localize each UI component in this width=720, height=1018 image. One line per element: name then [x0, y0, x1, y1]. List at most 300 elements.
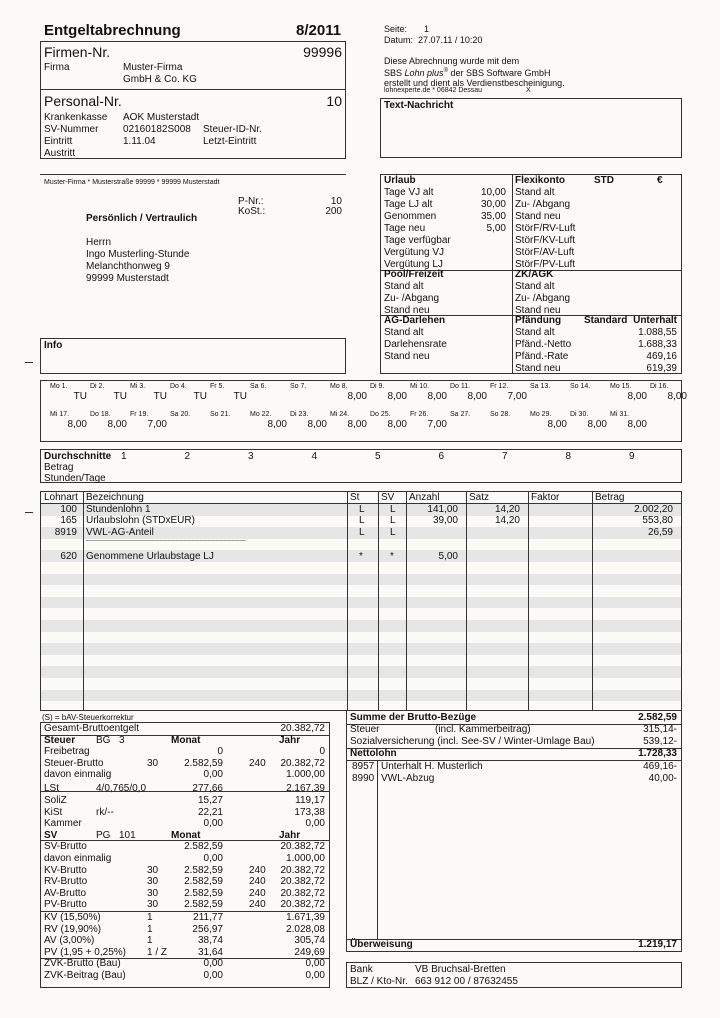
leave-row-label: Tage LJ alt [384, 199, 433, 210]
fold-mark [25, 362, 33, 363]
tax-row-month: 2.582,59 [184, 757, 223, 769]
tax-row-month: 0,00 [203, 769, 223, 781]
calendar-day-label: Do 25. [370, 411, 391, 418]
leave-row-label: Tage VJ alt [384, 187, 434, 198]
garnish-row-label: Pfänd.-Rate [515, 351, 569, 362]
sv-sum-label: Sozialversicherung (incl. See-SV / Winter-Umlage Bau) [350, 736, 595, 747]
calendar-day-label: Mo 15. [610, 383, 632, 390]
sv-row-days: 30 [147, 887, 159, 899]
zk-row-label: Zu- /Abgang [515, 293, 571, 304]
zvk-row-month: 0,00 [203, 958, 223, 970]
calendar-day-hours: 8,00 [347, 391, 367, 402]
flex-std-header: STD [594, 175, 614, 186]
calendar-day [50, 411, 87, 433]
gross-total-label: Gesamt-Bruttoentgelt [44, 723, 140, 734]
calendar-day-label: Di 30. [570, 411, 589, 418]
sv-row-label: KV-Brutto [44, 864, 87, 876]
garnish-row-label: Pfänd.-Netto [515, 339, 572, 350]
pool-row-label: Stand alt [384, 281, 424, 292]
tax-sum-label: Steuer [350, 724, 380, 735]
sv-row-year: 20.382,72 [280, 887, 325, 899]
sv-row-month: 2.582,59 [184, 864, 223, 876]
wage-cell: 14,20 [494, 515, 520, 526]
calendar-day [490, 411, 527, 433]
calendar-day-label: So 28. [490, 411, 511, 418]
firm-personal-box [40, 41, 346, 159]
calendar-day [250, 411, 287, 433]
calendar-day [610, 383, 647, 405]
tax-row-days: 30 [147, 757, 159, 769]
wage-cell: 5,00 [438, 551, 458, 562]
calendar-day [170, 411, 207, 433]
calendar-day [610, 411, 647, 433]
averages-column-header: 7 [502, 451, 508, 462]
sv-row-label: davon einmalig [44, 852, 112, 864]
page-number: 1 [424, 24, 430, 34]
sv-row-days: 1 [147, 923, 153, 935]
sender-line: Muster-Firma * Musterstraße 99999 * 99999 Musterstadt [44, 179, 220, 186]
flex-eur-header: € [657, 175, 663, 186]
sv-row-year: 2.028,08 [286, 923, 325, 935]
sv-row-label: RV-Brutto [44, 876, 88, 888]
firm-name-2: GmbH & Co. KG [123, 74, 197, 85]
info-label: Info [44, 340, 63, 351]
gross-sum-value: 2.582,59 [638, 712, 677, 723]
wage-cell: 620 [60, 551, 77, 562]
deduction-code: 8990 [352, 773, 375, 784]
sv-row-year: 20.382,72 [280, 899, 325, 911]
flex-row-label: Stand alt [515, 187, 555, 198]
pool-row-label: Zu- /Abgang [384, 293, 440, 304]
averages-box [40, 449, 682, 483]
averages-hours-label: Stunden/Tage [44, 473, 106, 484]
garnish-row-value: 1.088,55 [638, 327, 677, 338]
calendar-day-label: Fr 26. [410, 411, 429, 418]
leave-row-value: 30,00 [480, 199, 506, 210]
calendar-day-label: Di 2. [90, 383, 105, 390]
wage-header-anzahl: Anzahl [409, 492, 440, 503]
sv-row-year-days: 240 [249, 864, 266, 876]
flex-row-label: StörF/KV-Luft [515, 235, 576, 246]
averages-column-header: 6 [438, 451, 445, 462]
averages-column-header: 2 [184, 451, 191, 462]
fold-mark-2 [25, 512, 33, 513]
sv-row-year: 20.382,72 [280, 864, 325, 876]
pool-title: Pool/Freizeit [384, 269, 444, 280]
tax-row-month: 22,21 [197, 806, 223, 818]
flex-row-label: StörF/RV-Luft [515, 223, 576, 234]
calendar-day [650, 383, 687, 405]
calendar-day [330, 411, 367, 433]
calendar-day [90, 411, 127, 433]
recipient-address: Herrn Ingo Musterling-Stunde Melanchthonweg 9 99999 Musterstadt [86, 237, 190, 284]
leave-flex-box [380, 174, 682, 374]
averages-label: Durchschnitte [44, 451, 112, 462]
tax-row-days: 4/0,765/0,0 [96, 783, 147, 795]
calendar-day-label: Mi 3. [130, 383, 146, 390]
calendar-day-label: Mi 24. [330, 411, 350, 418]
kk-value: AOK Musterstadt [123, 112, 200, 123]
sv-row-year: 20.382,72 [280, 876, 325, 888]
wage-cell: L [359, 504, 365, 515]
bank-name: VB Bruchsal-Bretten [415, 964, 506, 975]
calendar-day [210, 383, 247, 405]
tax-row-label: Freibetrag [44, 746, 90, 758]
sv-row-label: AV (3,00%) [44, 935, 95, 947]
tax-row-label: SoliZ [44, 794, 67, 806]
calendar-day-hours: 7,00 [427, 419, 447, 430]
address-block [40, 174, 346, 294]
flex-row-label: StörF/PV-Luft [515, 259, 576, 270]
averages-column-header: 3 [248, 451, 254, 462]
calendar-day-label: Fr 19. [130, 411, 149, 418]
tax-row-year: 2.167,39 [286, 783, 325, 795]
calendar-day-label: Do 18. [90, 411, 111, 418]
tax-sv-box [40, 722, 330, 988]
calendar-day [570, 383, 607, 405]
garnish-row-label: Stand neu [515, 363, 561, 374]
zk-row-label: Stand alt [515, 281, 555, 292]
calendar-day [90, 383, 127, 405]
firm-label: Firmen-Nr. [44, 44, 111, 60]
calendar-day-hours: 8,00 [387, 419, 407, 430]
sv-row-month: 2.582,59 [184, 887, 223, 899]
garnish-title: Pfändung [515, 315, 562, 326]
sv-row-label: PV-Brutto [44, 899, 87, 911]
wage-table [40, 491, 682, 711]
calendar-day [530, 411, 567, 433]
wage-header-satz: Satz [469, 492, 490, 503]
tax-row-month: 0,00 [203, 818, 223, 830]
calendar-day [130, 383, 167, 405]
tax-row-month: 0 [217, 746, 223, 758]
calendar-day [210, 411, 247, 433]
averages-column-header: 9 [629, 451, 635, 462]
wage-cell: L [390, 515, 396, 526]
kost-label: KoSt.: [238, 206, 266, 217]
wage-cell: Genommene Urlaubstage LJ [86, 551, 214, 562]
calendar-box [40, 380, 687, 442]
wage-cell: 553,80 [642, 515, 673, 526]
sv-row-year: 249,69 [294, 946, 325, 958]
bg-label: BG [96, 734, 111, 746]
wage-cell: 26,59 [647, 527, 673, 538]
gross-sum-label: Summe der Brutto-Bezüge [350, 712, 477, 723]
firm-number: 99996 [303, 44, 342, 60]
month-header: Monat [171, 734, 201, 746]
flex-row-label: Zu- /Abgang [515, 199, 571, 210]
wage-cell: 165 [60, 515, 77, 526]
sv-row-year-days: 240 [249, 899, 266, 911]
personal-label: Personal-Nr. [44, 93, 122, 109]
tax-sum-note: (incl. Kammerbeitrag) [435, 724, 531, 735]
calendar-day-hours: 8,00 [387, 391, 407, 402]
tax-row-label: Kammer [44, 818, 82, 830]
kk-label: Krankenkasse [44, 112, 108, 123]
calendar-day [170, 383, 207, 405]
sv-row-year: 305,74 [294, 935, 325, 947]
calendar-day-hours: 8,00 [627, 419, 647, 430]
calendar-day-label: Do 4. [170, 383, 187, 390]
sv-value: 02160182S008 [123, 124, 191, 135]
garnish-maintenance-header: Unterhalt [633, 315, 677, 326]
bank-label: Bank [350, 964, 373, 975]
tax-row-year: 0,00 [305, 818, 325, 830]
calendar-day [130, 411, 167, 433]
calendar-day-hours: 8,00 [67, 419, 87, 430]
calendar-day [290, 411, 327, 433]
leave-row-value: 10,00 [480, 187, 506, 198]
leave-column [381, 175, 512, 373]
wage-header-sv: SV [381, 492, 395, 503]
blz-label: BLZ / Kto-Nr. [350, 976, 408, 987]
date: 27.07.11 / 10:20 [418, 35, 483, 45]
wage-cell: 39,00 [432, 515, 458, 526]
calendar-day [370, 383, 407, 405]
summary-box [346, 710, 682, 952]
leave-row-value: 35,00 [480, 211, 506, 222]
calendar-day-label: Fr 5. [210, 383, 225, 390]
kost-value: 200 [325, 206, 342, 217]
wage-cell: * [390, 551, 394, 562]
flex-column [512, 175, 681, 373]
wage-cell: -------------------------------------------------------------------------------- [86, 538, 246, 544]
zk-title: ZK/AGK [515, 269, 554, 280]
sv-row-year: 1.000,00 [286, 852, 325, 864]
calendar-day-label: Mo 29. [530, 411, 552, 418]
gross-total-value: 20.382,72 [280, 723, 325, 734]
calendar-day-hours: 8,00 [547, 419, 567, 430]
wage-header-faktor: Faktor [531, 492, 560, 503]
austritt-label: Austritt [44, 148, 76, 159]
bank-box [346, 962, 682, 988]
garnish-standard-header: Standard [584, 315, 628, 326]
calendar-day-label: Di 23. [290, 411, 309, 418]
deduction-code: 8957 [352, 761, 375, 772]
wage-cell: L [390, 527, 396, 538]
leave-row-value: 5,00 [486, 223, 506, 234]
date-label: Datum: [384, 35, 414, 45]
calendar-day-hours: 8,00 [347, 419, 367, 430]
wage-cell: 100 [60, 504, 77, 515]
tax-row-month: 277,66 [192, 783, 223, 795]
tax-row-label: davon einmalig [44, 769, 112, 781]
sv-row-year-days: 240 [249, 876, 266, 888]
wage-header-st: St [350, 492, 360, 503]
calendar-day [570, 411, 607, 433]
sv-row-label: SV-Brutto [44, 841, 87, 853]
calendar-day [50, 383, 87, 405]
calendar-day-label: Mo 1. [50, 383, 68, 390]
tax-row-year: 0 [319, 746, 325, 758]
loan-row-label: Darlehensrate [384, 339, 447, 350]
calendar-day [330, 383, 367, 405]
leave-title: Urlaub [384, 175, 416, 186]
sv-row-label: KV (15,50%) [44, 912, 101, 924]
flex-row-label: Stand neu [515, 211, 561, 222]
pnr-value: 10 [330, 196, 342, 207]
pg-label: PG [96, 829, 111, 841]
payout-label: Überweisung [350, 939, 413, 950]
flex-row-label: StörF/AV-Luft [515, 247, 575, 258]
wage-cell: 14,20 [494, 504, 520, 515]
averages-column-header: 5 [375, 451, 381, 462]
wage-cell: Stundenlohn 1 [86, 504, 151, 515]
pnr-label: P-Nr.: [238, 196, 264, 207]
page-label: Seite: [384, 24, 408, 34]
calendar-day-label: Mo 8. [330, 383, 348, 390]
calendar-day-hours: TU [233, 391, 247, 402]
sv-row-year: 20.382,72 [280, 841, 325, 853]
deduction-value: 40,00- [648, 773, 677, 784]
letzt-eintritt-label: Letzt-Eintritt [203, 136, 257, 147]
loan-title: AG-Darlehen [384, 315, 446, 326]
averages-column-header: 1 [121, 451, 127, 462]
calendar-day-hours: 8,00 [307, 419, 327, 430]
sv-section-title: SV [44, 829, 58, 841]
calendar-day-label: Mi 31. [610, 411, 630, 418]
wage-header-bezeichnung: Bezeichnung [86, 492, 144, 503]
sv-row-month: 2.582,59 [184, 841, 223, 853]
calendar-day [250, 383, 287, 405]
sv-row-label: PV (1,95 + 0,25%) [44, 946, 126, 958]
confidential-note: Persönlich / Vertraulich [86, 213, 198, 224]
zvk-row-year: 0,00 [305, 958, 325, 970]
calendar-day-label: Sa 27. [450, 411, 471, 418]
tax-row-year-days: 240 [249, 757, 266, 769]
leave-row-label: Tage neu [384, 223, 426, 234]
firm-name-1: Muster-Firma [123, 62, 183, 73]
calendar-day-label: Di 9. [370, 383, 385, 390]
calendar-day-hours: TU [73, 391, 87, 402]
calendar-day-hours: TU [193, 391, 207, 402]
calendar-day-label: Sa 6. [250, 383, 267, 390]
sv-row-days: 30 [147, 899, 159, 911]
wage-cell: L [359, 527, 365, 538]
sv-row-month: 2.582,59 [184, 899, 223, 911]
calendar-day [490, 383, 527, 405]
sv-row-month: 2.582,59 [184, 876, 223, 888]
leave-row-label: Vergütung VJ [384, 247, 445, 258]
sv-row-days: 1 [147, 935, 153, 947]
calendar-day-label: Fr 12. [490, 383, 509, 390]
vendor-mark: X [526, 87, 531, 94]
net-label: Nettolohn [350, 748, 397, 759]
sv-row-month: 256,97 [192, 923, 223, 935]
calendar-day-hours: 8,00 [587, 419, 607, 430]
sv-sum-value: 539,12- [643, 736, 677, 747]
sv-row-month: 0,00 [203, 852, 223, 864]
zvk-row-label: ZVK-Beitrag (Bau) [44, 970, 126, 982]
eintritt-label: Eintritt [44, 136, 73, 147]
calendar-day-label: Mo 22. [250, 411, 272, 418]
calendar-day-hours: 7,00 [507, 391, 527, 402]
text-message-box [380, 98, 682, 158]
net-value: 1.728,33 [638, 748, 677, 759]
wage-header-betrag: Betrag [595, 492, 625, 503]
calendar-day-hours: TU [153, 391, 167, 402]
bav-note: (S) = bAV-Steuerkorrektur [42, 713, 134, 722]
tax-row-year: 1.000,00 [286, 769, 325, 781]
calendar-day [450, 383, 487, 405]
calendar-day-label: So 21. [210, 411, 231, 418]
garnish-row-label: Stand alt [515, 327, 555, 338]
text-message-label: Text-Nachricht [384, 100, 454, 111]
deduction-label: Unterhalt H. Musterlich [381, 761, 483, 772]
calendar-day [370, 411, 407, 433]
sv-row-month: 38,74 [197, 935, 223, 947]
wage-cell: VWL-AG-Anteil [86, 527, 154, 538]
calendar-day [450, 411, 487, 433]
bg-value: 3 [119, 734, 125, 746]
garnish-row-value: 1.688,33 [638, 339, 677, 350]
firm-name-label: Firma [44, 62, 70, 73]
zvk-row-label: ZVK-Brutto (Bau) [44, 958, 121, 970]
averages-column-header: 8 [565, 451, 572, 462]
leave-row-label: Tage verfügbar [384, 235, 451, 246]
zk-row-label: Stand neu [515, 305, 561, 316]
garnish-row-value: 619,39 [646, 363, 677, 374]
wage-cell: Urlaubslohn (STDxEUR) [86, 515, 195, 526]
sv-row-month: 211,77 [193, 912, 223, 924]
tax-row-year: 20.382,72 [280, 757, 325, 769]
sv-year-header: Jahr [279, 829, 301, 841]
calendar-day-hours: 8,00 [667, 391, 687, 402]
sv-label: SV-Nummer [44, 124, 99, 135]
calendar-day-hours: 7,00 [147, 419, 167, 430]
sv-row-label: AV-Brutto [44, 887, 87, 899]
tax-row-label: Steuer-Brutto [44, 757, 104, 769]
wage-cell: 8919 [54, 527, 77, 538]
tax-row-label: LSt [44, 783, 60, 795]
loan-row-label: Stand neu [384, 351, 430, 362]
garnish-row-value: 469,16 [646, 351, 677, 362]
pg-value: 101 [119, 829, 136, 841]
zvk-row-month: 0,00 [203, 970, 223, 982]
calendar-day-hours: 8,00 [427, 391, 447, 402]
wage-cell: L [390, 504, 396, 515]
blz-value: 663 912 00 / 87632455 [415, 976, 518, 987]
tax-row-label: KiSt [44, 806, 63, 818]
vendor-note: lohnexperte.de * 06842 Dessau [384, 87, 483, 94]
eintritt-value: 1.11.04 [123, 136, 156, 147]
flex-title: Flexikonto [515, 175, 566, 186]
calendar-day-label: Mi 10. [410, 383, 430, 390]
sv-row-days: 30 [147, 876, 159, 888]
averages-amount-label: Betrag [44, 462, 74, 473]
calendar-day-hours: 8,00 [467, 391, 487, 402]
sv-row-year: 1.671,39 [286, 912, 325, 924]
sv-row-days: 30 [147, 864, 159, 876]
loan-row-label: Stand alt [384, 327, 424, 338]
leave-row-label: Vergütung LJ [384, 259, 443, 270]
info-box [40, 338, 346, 374]
tax-row-month: 15,27 [197, 794, 223, 806]
calendar-day [290, 383, 327, 405]
averages-column-header: 4 [311, 451, 318, 462]
calendar-day-label: Sa 13. [530, 383, 551, 390]
wage-cell: L [359, 515, 365, 526]
sv-month-header: Monat [171, 829, 201, 841]
deduction-label: VWL-Abzug [381, 773, 435, 784]
calendar-day-hours: 8,00 [107, 419, 127, 430]
tax-section-title: Steuer [44, 734, 76, 746]
sv-row-label: RV (19,90%) [44, 923, 102, 935]
calendar-day [410, 383, 447, 405]
payout-value: 1.219,17 [638, 939, 677, 950]
sv-row-days: 1 [147, 912, 153, 924]
calendar-day-label: Di 16. [650, 383, 669, 390]
